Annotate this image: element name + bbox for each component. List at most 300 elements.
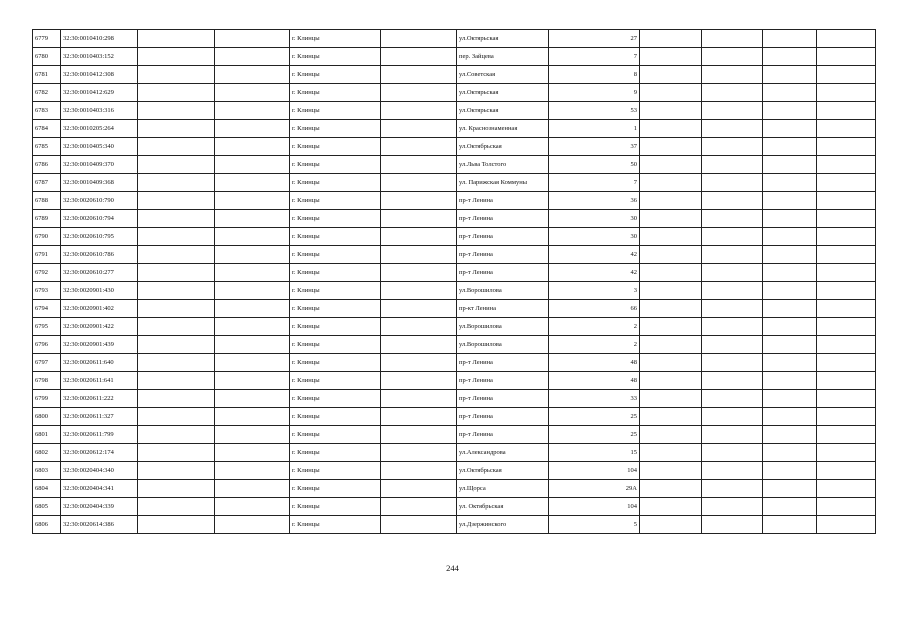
- empty-cell: [381, 480, 457, 498]
- empty-cell: [381, 390, 457, 408]
- empty-cell: [640, 120, 702, 138]
- empty-cell: [215, 426, 290, 444]
- table-row: [33, 336, 876, 354]
- empty-cell: [763, 192, 817, 210]
- empty-cell: [138, 372, 215, 390]
- empty-cell: [817, 228, 876, 246]
- empty-cell: [763, 48, 817, 66]
- empty-cell: [640, 102, 702, 120]
- row-id-cell: 6797: [33, 354, 61, 372]
- empty-cell: [381, 30, 457, 48]
- street-cell: ул.Советская: [457, 66, 549, 84]
- city-cell: г. Клинцы: [290, 498, 381, 516]
- empty-cell: [138, 174, 215, 192]
- empty-cell: [381, 372, 457, 390]
- city-cell: г. Клинцы: [290, 444, 381, 462]
- empty-cell: [702, 66, 763, 84]
- street-cell: ул.Щорса: [457, 480, 549, 498]
- empty-cell: [215, 138, 290, 156]
- empty-cell: [215, 246, 290, 264]
- empty-cell: [763, 300, 817, 318]
- house-number-cell: 8: [549, 66, 640, 84]
- empty-cell: [640, 156, 702, 174]
- empty-cell: [817, 84, 876, 102]
- empty-cell: [640, 498, 702, 516]
- empty-cell: [215, 192, 290, 210]
- empty-cell: [381, 336, 457, 354]
- table-row: [33, 408, 876, 426]
- row-id-cell: 6803: [33, 462, 61, 480]
- cadastral-number-cell: 32:30:0010410:298: [61, 30, 138, 48]
- empty-cell: [640, 426, 702, 444]
- table-row: [33, 372, 876, 390]
- table-row: [33, 354, 876, 372]
- row-id-cell: 6794: [33, 300, 61, 318]
- house-number-cell: 1: [549, 120, 640, 138]
- empty-cell: [138, 408, 215, 426]
- city-cell: г. Клинцы: [290, 318, 381, 336]
- house-number-cell: 104: [549, 498, 640, 516]
- empty-cell: [640, 174, 702, 192]
- street-cell: пр-т Ленина: [457, 408, 549, 426]
- empty-cell: [640, 480, 702, 498]
- house-number-cell: 66: [549, 300, 640, 318]
- city-cell: г. Клинцы: [290, 138, 381, 156]
- street-cell: ул.Александрова: [457, 444, 549, 462]
- empty-cell: [702, 354, 763, 372]
- cadastral-number-cell: 32:30:0020611:641: [61, 372, 138, 390]
- empty-cell: [763, 228, 817, 246]
- row-id-cell: 6783: [33, 102, 61, 120]
- table-row: [33, 300, 876, 318]
- street-cell: пр-кт Ленина: [457, 300, 549, 318]
- table-row: [33, 66, 876, 84]
- empty-cell: [817, 318, 876, 336]
- empty-cell: [381, 516, 457, 534]
- city-cell: г. Клинцы: [290, 84, 381, 102]
- row-id-cell: 6802: [33, 444, 61, 462]
- empty-cell: [381, 444, 457, 462]
- empty-cell: [763, 246, 817, 264]
- street-cell: ул.Ворошилова: [457, 282, 549, 300]
- city-cell: г. Клинцы: [290, 336, 381, 354]
- empty-cell: [817, 48, 876, 66]
- empty-cell: [702, 516, 763, 534]
- empty-cell: [763, 426, 817, 444]
- row-id-cell: 6799: [33, 390, 61, 408]
- row-id-cell: 6785: [33, 138, 61, 156]
- city-cell: г. Клинцы: [290, 246, 381, 264]
- house-number-cell: 15: [549, 444, 640, 462]
- street-cell: ул.Ворошилова: [457, 336, 549, 354]
- empty-cell: [138, 102, 215, 120]
- empty-cell: [763, 102, 817, 120]
- cadastral-number-cell: 32:30:0020611:327: [61, 408, 138, 426]
- empty-cell: [640, 318, 702, 336]
- street-cell: пр-т Ленина: [457, 192, 549, 210]
- empty-cell: [138, 444, 215, 462]
- empty-cell: [215, 102, 290, 120]
- city-cell: г. Клинцы: [290, 210, 381, 228]
- table-row: [33, 264, 876, 282]
- empty-cell: [702, 282, 763, 300]
- city-cell: г. Клинцы: [290, 354, 381, 372]
- empty-cell: [817, 390, 876, 408]
- table-row: [33, 84, 876, 102]
- cadastral-number-cell: 32:30:0020404:339: [61, 498, 138, 516]
- table-row: [33, 462, 876, 480]
- empty-cell: [640, 336, 702, 354]
- empty-cell: [702, 156, 763, 174]
- table-row: [33, 426, 876, 444]
- empty-cell: [381, 210, 457, 228]
- empty-cell: [763, 210, 817, 228]
- empty-cell: [817, 498, 876, 516]
- empty-cell: [817, 444, 876, 462]
- empty-cell: [763, 336, 817, 354]
- empty-cell: [215, 480, 290, 498]
- house-number-cell: 7: [549, 48, 640, 66]
- empty-cell: [817, 408, 876, 426]
- street-cell: ул.Дзержинского: [457, 516, 549, 534]
- cadastral-number-cell: 32:30:0020404:341: [61, 480, 138, 498]
- empty-cell: [817, 192, 876, 210]
- house-number-cell: 5: [549, 516, 640, 534]
- empty-cell: [381, 498, 457, 516]
- table-row: [33, 246, 876, 264]
- empty-cell: [215, 156, 290, 174]
- empty-cell: [381, 408, 457, 426]
- empty-cell: [640, 282, 702, 300]
- empty-cell: [138, 84, 215, 102]
- empty-cell: [215, 462, 290, 480]
- city-cell: г. Клинцы: [290, 516, 381, 534]
- empty-cell: [763, 138, 817, 156]
- cadastral-number-cell: 32:30:0020611:222: [61, 390, 138, 408]
- empty-cell: [817, 462, 876, 480]
- empty-cell: [138, 138, 215, 156]
- city-cell: г. Клинцы: [290, 282, 381, 300]
- empty-cell: [138, 264, 215, 282]
- house-number-cell: 37: [549, 138, 640, 156]
- table-row: [33, 210, 876, 228]
- empty-cell: [763, 174, 817, 192]
- street-cell: пр-т Ленина: [457, 264, 549, 282]
- empty-cell: [640, 48, 702, 66]
- house-number-cell: 53: [549, 102, 640, 120]
- cadastral-number-cell: 32:30:0010403:152: [61, 48, 138, 66]
- street-cell: ул.Октярьская: [457, 30, 549, 48]
- empty-cell: [702, 48, 763, 66]
- empty-cell: [817, 372, 876, 390]
- cadastral-number-cell: 32:30:0010412:629: [61, 84, 138, 102]
- empty-cell: [215, 30, 290, 48]
- city-cell: г. Клинцы: [290, 426, 381, 444]
- empty-cell: [817, 120, 876, 138]
- table-body: [33, 30, 876, 534]
- row-id-cell: 6784: [33, 120, 61, 138]
- street-cell: пр-т Ленина: [457, 372, 549, 390]
- empty-cell: [138, 282, 215, 300]
- house-number-cell: 9: [549, 84, 640, 102]
- empty-cell: [381, 84, 457, 102]
- empty-cell: [215, 210, 290, 228]
- city-cell: г. Клинцы: [290, 480, 381, 498]
- table-row: [33, 516, 876, 534]
- empty-cell: [215, 498, 290, 516]
- empty-cell: [215, 264, 290, 282]
- empty-cell: [138, 30, 215, 48]
- cadastral-number-cell: 32:30:0020612:174: [61, 444, 138, 462]
- house-number-cell: 48: [549, 372, 640, 390]
- city-cell: г. Клинцы: [290, 228, 381, 246]
- empty-cell: [817, 246, 876, 264]
- empty-cell: [215, 390, 290, 408]
- city-cell: г. Клинцы: [290, 66, 381, 84]
- empty-cell: [381, 156, 457, 174]
- empty-cell: [138, 462, 215, 480]
- row-id-cell: 6793: [33, 282, 61, 300]
- cadastral-number-cell: 32:30:0020611:640: [61, 354, 138, 372]
- row-id-cell: 6800: [33, 408, 61, 426]
- empty-cell: [702, 264, 763, 282]
- house-number-cell: 2: [549, 336, 640, 354]
- empty-cell: [702, 228, 763, 246]
- cadastral-number-cell: 32:30:0020610:277: [61, 264, 138, 282]
- empty-cell: [763, 318, 817, 336]
- empty-cell: [640, 408, 702, 426]
- empty-cell: [381, 462, 457, 480]
- table-row: [33, 390, 876, 408]
- house-number-cell: 7: [549, 174, 640, 192]
- house-number-cell: 33: [549, 390, 640, 408]
- city-cell: г. Клинцы: [290, 462, 381, 480]
- empty-cell: [817, 138, 876, 156]
- empty-cell: [763, 30, 817, 48]
- empty-cell: [702, 336, 763, 354]
- empty-cell: [215, 228, 290, 246]
- empty-cell: [381, 318, 457, 336]
- empty-cell: [763, 408, 817, 426]
- empty-cell: [138, 354, 215, 372]
- empty-cell: [640, 210, 702, 228]
- empty-cell: [702, 444, 763, 462]
- empty-cell: [215, 174, 290, 192]
- table-row: [33, 138, 876, 156]
- street-cell: ул.Льва Толстого: [457, 156, 549, 174]
- empty-cell: [817, 30, 876, 48]
- table-row: [33, 444, 876, 462]
- row-id-cell: 6791: [33, 246, 61, 264]
- empty-cell: [138, 66, 215, 84]
- row-id-cell: 6795: [33, 318, 61, 336]
- empty-cell: [381, 102, 457, 120]
- row-id-cell: 6801: [33, 426, 61, 444]
- row-id-cell: 6779: [33, 30, 61, 48]
- empty-cell: [702, 84, 763, 102]
- empty-cell: [215, 354, 290, 372]
- empty-cell: [640, 84, 702, 102]
- empty-cell: [138, 120, 215, 138]
- house-number-cell: 42: [549, 264, 640, 282]
- empty-cell: [215, 372, 290, 390]
- empty-cell: [215, 516, 290, 534]
- city-cell: г. Клинцы: [290, 264, 381, 282]
- empty-cell: [640, 462, 702, 480]
- city-cell: г. Клинцы: [290, 408, 381, 426]
- empty-cell: [138, 480, 215, 498]
- table-row: [33, 174, 876, 192]
- empty-cell: [215, 318, 290, 336]
- house-number-cell: 30: [549, 228, 640, 246]
- street-cell: ул. Краснознаменная: [457, 120, 549, 138]
- registry-table: [32, 29, 876, 534]
- empty-cell: [640, 264, 702, 282]
- empty-cell: [763, 354, 817, 372]
- table-row: [33, 48, 876, 66]
- city-cell: г. Клинцы: [290, 174, 381, 192]
- city-cell: г. Клинцы: [290, 390, 381, 408]
- empty-cell: [381, 48, 457, 66]
- empty-cell: [702, 318, 763, 336]
- cadastral-number-cell: 32:30:0010405:340: [61, 138, 138, 156]
- empty-cell: [763, 66, 817, 84]
- empty-cell: [381, 66, 457, 84]
- cadastral-number-cell: 32:30:0020901:430: [61, 282, 138, 300]
- empty-cell: [763, 462, 817, 480]
- empty-cell: [763, 84, 817, 102]
- empty-cell: [138, 516, 215, 534]
- empty-cell: [817, 66, 876, 84]
- empty-cell: [702, 408, 763, 426]
- house-number-cell: 25: [549, 408, 640, 426]
- empty-cell: [138, 246, 215, 264]
- empty-cell: [381, 264, 457, 282]
- empty-cell: [640, 516, 702, 534]
- house-number-cell: 29А: [549, 480, 640, 498]
- empty-cell: [215, 300, 290, 318]
- empty-cell: [138, 156, 215, 174]
- table-row: [33, 192, 876, 210]
- empty-cell: [215, 282, 290, 300]
- empty-cell: [138, 426, 215, 444]
- empty-cell: [640, 192, 702, 210]
- street-cell: ул. Парижская Коммуны: [457, 174, 549, 192]
- table-row: [33, 282, 876, 300]
- empty-cell: [763, 390, 817, 408]
- empty-cell: [381, 192, 457, 210]
- cadastral-number-cell: 32:30:0010403:316: [61, 102, 138, 120]
- empty-cell: [702, 174, 763, 192]
- empty-cell: [702, 246, 763, 264]
- empty-cell: [640, 444, 702, 462]
- table-row: [33, 228, 876, 246]
- city-cell: г. Клинцы: [290, 300, 381, 318]
- table-row: [33, 498, 876, 516]
- empty-cell: [381, 426, 457, 444]
- house-number-cell: 2: [549, 318, 640, 336]
- house-number-cell: 48: [549, 354, 640, 372]
- empty-cell: [702, 30, 763, 48]
- cadastral-number-cell: 32:30:0020611:799: [61, 426, 138, 444]
- city-cell: г. Клинцы: [290, 156, 381, 174]
- cadastral-number-cell: 32:30:0020610:786: [61, 246, 138, 264]
- empty-cell: [381, 174, 457, 192]
- street-cell: ул. Октябрьская: [457, 498, 549, 516]
- cadastral-number-cell: 32:30:0020901:439: [61, 336, 138, 354]
- empty-cell: [138, 210, 215, 228]
- empty-cell: [817, 102, 876, 120]
- table-row: [33, 318, 876, 336]
- street-cell: ул.Октярьская: [457, 102, 549, 120]
- empty-cell: [381, 300, 457, 318]
- row-id-cell: 6782: [33, 84, 61, 102]
- row-id-cell: 6806: [33, 516, 61, 534]
- street-cell: пр-т Ленина: [457, 354, 549, 372]
- cadastral-number-cell: 32:30:0010409:370: [61, 156, 138, 174]
- empty-cell: [640, 246, 702, 264]
- empty-cell: [817, 210, 876, 228]
- empty-cell: [763, 480, 817, 498]
- table-row: [33, 30, 876, 48]
- empty-cell: [817, 264, 876, 282]
- street-cell: ул.Октябрьская: [457, 138, 549, 156]
- table-row: [33, 102, 876, 120]
- row-id-cell: 6787: [33, 174, 61, 192]
- row-id-cell: 6789: [33, 210, 61, 228]
- row-id-cell: 6804: [33, 480, 61, 498]
- empty-cell: [138, 390, 215, 408]
- row-id-cell: 6805: [33, 498, 61, 516]
- house-number-cell: 104: [549, 462, 640, 480]
- street-cell: пр-т Ленина: [457, 228, 549, 246]
- empty-cell: [763, 498, 817, 516]
- empty-cell: [702, 300, 763, 318]
- empty-cell: [702, 480, 763, 498]
- empty-cell: [817, 516, 876, 534]
- empty-cell: [817, 156, 876, 174]
- cadastral-number-cell: 32:30:0020610:794: [61, 210, 138, 228]
- row-id-cell: 6796: [33, 336, 61, 354]
- empty-cell: [702, 102, 763, 120]
- empty-cell: [138, 300, 215, 318]
- city-cell: г. Клинцы: [290, 102, 381, 120]
- empty-cell: [817, 480, 876, 498]
- street-cell: ул.Октярьская: [457, 84, 549, 102]
- empty-cell: [763, 120, 817, 138]
- empty-cell: [138, 48, 215, 66]
- street-cell: пер. Зайцева: [457, 48, 549, 66]
- cadastral-number-cell: 32:30:0010409:368: [61, 174, 138, 192]
- cadastral-number-cell: 32:30:0020901:422: [61, 318, 138, 336]
- cadastral-number-cell: 32:30:0020404:340: [61, 462, 138, 480]
- empty-cell: [640, 372, 702, 390]
- empty-cell: [215, 408, 290, 426]
- house-number-cell: 27: [549, 30, 640, 48]
- empty-cell: [817, 354, 876, 372]
- table-row: [33, 120, 876, 138]
- cadastral-number-cell: 32:30:0010412:308: [61, 66, 138, 84]
- empty-cell: [381, 246, 457, 264]
- city-cell: г. Клинцы: [290, 120, 381, 138]
- house-number-cell: 25: [549, 426, 640, 444]
- empty-cell: [640, 66, 702, 84]
- empty-cell: [817, 300, 876, 318]
- empty-cell: [138, 228, 215, 246]
- street-cell: пр-т Ленина: [457, 246, 549, 264]
- city-cell: г. Клинцы: [290, 30, 381, 48]
- cadastral-number-cell: 32:30:0020610:795: [61, 228, 138, 246]
